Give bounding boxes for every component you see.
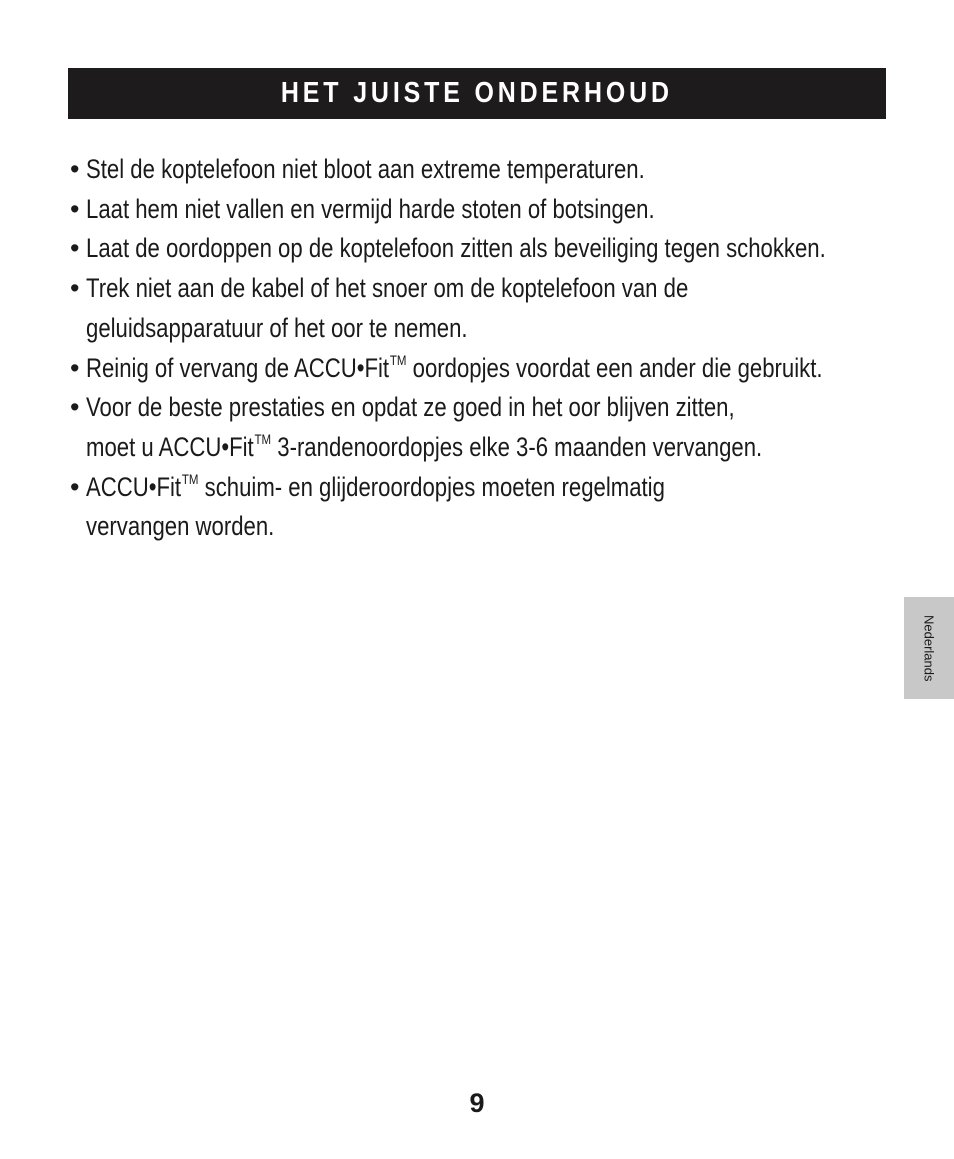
trademark-mark: TM bbox=[389, 351, 407, 368]
list-item bbox=[70, 150, 930, 190]
text-line bbox=[86, 150, 645, 190]
text-line bbox=[86, 388, 762, 428]
text-segment: oordopjes voordat een ander die gebruikt. bbox=[406, 352, 823, 383]
text-segment: vervangen worden. bbox=[86, 511, 275, 542]
text-line bbox=[86, 309, 688, 349]
language-tab-label: Nederlands bbox=[921, 614, 937, 682]
list-item-text bbox=[86, 468, 665, 547]
trademark-mark: TM bbox=[254, 430, 272, 447]
maintenance-list bbox=[70, 150, 930, 547]
list-item bbox=[70, 388, 930, 467]
list-item bbox=[70, 229, 930, 269]
text-segment: moet u ACCU•Fit bbox=[86, 431, 254, 462]
list-item-text bbox=[86, 150, 645, 190]
text-segment: Laat de oordoppen op de koptelefoon zitten als beveiliging tegen schokken. bbox=[86, 233, 826, 264]
text-segment: ACCU•Fit bbox=[86, 471, 182, 502]
list-item bbox=[70, 468, 930, 547]
section-title-bar bbox=[68, 68, 886, 119]
list-item-text bbox=[86, 269, 688, 348]
list-item-text bbox=[86, 190, 655, 230]
text-segment: Laat hem niet vallen en vermijd harde stoten of botsingen. bbox=[86, 193, 655, 224]
bullet-marker: • bbox=[70, 273, 80, 304]
bullet-marker: • bbox=[70, 193, 80, 224]
text-segment: geluidsapparatuur of het oor te nemen. bbox=[86, 312, 468, 343]
bullet-marker: • bbox=[70, 471, 80, 502]
bullet-marker: • bbox=[70, 392, 80, 423]
text-line bbox=[86, 507, 665, 547]
list-item bbox=[70, 349, 930, 389]
bullet-marker: • bbox=[70, 233, 80, 264]
language-tab bbox=[904, 597, 954, 699]
list-item-text bbox=[86, 229, 826, 269]
list-item-text bbox=[86, 388, 762, 467]
list-item bbox=[70, 269, 930, 348]
section-title: HET JUISTE ONDERHOUD bbox=[281, 77, 673, 109]
list-item bbox=[70, 190, 930, 230]
text-segment: Reinig of vervang de ACCU•Fit bbox=[86, 352, 390, 383]
text-line bbox=[86, 468, 665, 508]
page-number: 9 bbox=[469, 1088, 485, 1118]
text-segment: schuim- en glijderoordopjes moeten regelmatig bbox=[198, 471, 665, 502]
bullet-marker: • bbox=[70, 154, 80, 184]
text-line bbox=[86, 229, 826, 269]
text-segment: Trek niet aan de kabel of het snoer om de koptelefoon van de bbox=[86, 273, 689, 304]
text-line bbox=[86, 190, 655, 230]
text-segment: Voor de beste prestaties en opdat ze goed in het oor blijven zitten, bbox=[86, 392, 735, 423]
bullet-marker: • bbox=[70, 352, 80, 383]
text-line bbox=[86, 428, 762, 468]
text-segment: Stel de koptelefoon niet bloot aan extreme temperaturen. bbox=[86, 154, 645, 184]
text-line bbox=[86, 269, 688, 309]
trademark-mark: TM bbox=[181, 470, 199, 487]
text-segment: 3-randenoordopjes elke 3-6 maanden vervangen. bbox=[271, 431, 763, 462]
text-line bbox=[86, 349, 823, 389]
list-item-text bbox=[86, 349, 823, 389]
